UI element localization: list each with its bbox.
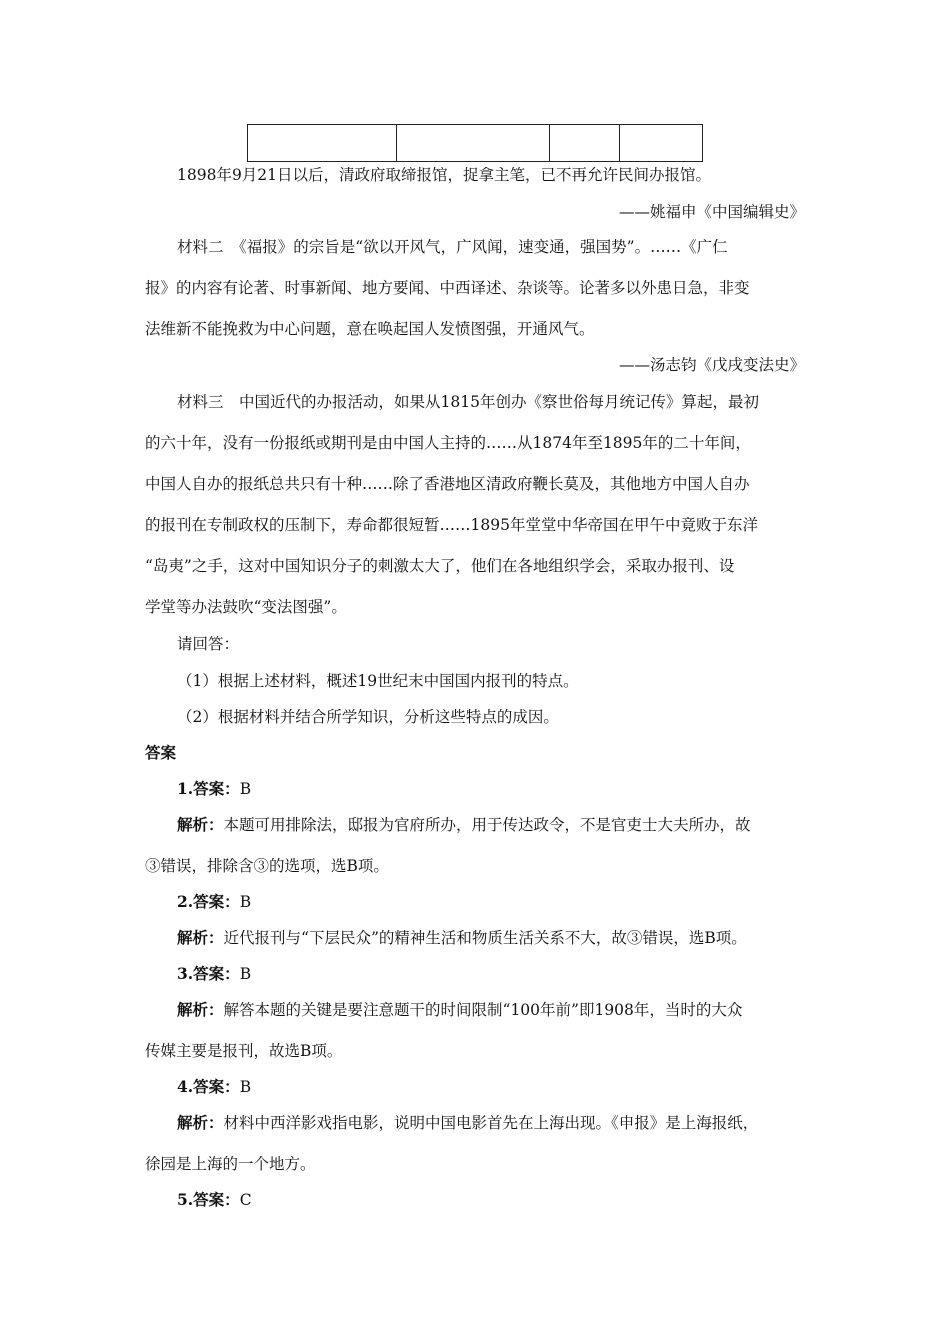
material-one-line: 1898年9月21日以后，清政府取缔报馆，捉拿主笔，已不再允许民间办报馆。	[177, 166, 712, 184]
material-two-line: 法维新不能挽救为中心问题，意在唤起国人发愤图强，开通风气。	[145, 320, 595, 338]
answer-label: 5.答案：	[177, 1190, 240, 1209]
explanation-text: 本题可用排除法，邸报为官府所办，用于传达政令，不是官吏士大夫所办，故	[223, 816, 751, 834]
answer-2	[145, 885, 805, 919]
question-item: （1）根据上述材料，概述19世纪末中国国内报刊的特点。	[177, 672, 579, 690]
explanation-text: 近代报刊与“下层民众”的精神生活和物质生活关系不大，故③错误，选B项。	[223, 929, 747, 947]
blank-table	[247, 124, 703, 162]
material-two-line: 报》的内容有论著、时事新闻、地方要闻、中西译述、杂谈等。论著多以外患日急，非变	[145, 279, 750, 297]
explanation-label: 解析：	[177, 1000, 224, 1019]
answer-label: 3.答案：	[177, 964, 240, 983]
answer-5	[145, 1183, 805, 1217]
table-row	[248, 125, 703, 162]
material-three-line: 材料三 中国近代的办报活动，如果从1815年创办《察世俗每月统记传》算起，最初	[177, 393, 759, 411]
table-cell	[248, 125, 397, 162]
explanation-1-cont: ③错误，排除含③的选项，选B项。	[145, 857, 389, 875]
answer-label: 1.答案：	[177, 779, 240, 798]
material-three-line: 的报刊在专制政权的压制下，寿命都很短暂……1895年堂堂中华帝国在甲午中竟败于东洋	[145, 516, 758, 534]
material-three-line: “岛夷”之手，这对中国知识分子的刺激太大了，他们在各地组织学会，采取办报刊、设	[145, 557, 735, 575]
explanation-label: 解析：	[177, 1113, 224, 1132]
table-cell	[620, 125, 703, 162]
answer-1	[145, 772, 805, 806]
explanation-1	[145, 808, 805, 842]
answer-value: B	[239, 780, 252, 798]
explanation-text: 解答本题的关键是要注意题干的时间限制“100年前”即1908年，当时的大众	[223, 1001, 743, 1019]
question-item: （2）根据材料并结合所学知识，分析这些特点的成因。	[177, 708, 559, 726]
table-cell	[397, 125, 550, 162]
answers-heading: 答案	[145, 743, 177, 762]
material-two-line: 材料二 《福报》的宗旨是“欲以开风气，广风闻，速变通，强国势”。……《广仁	[177, 238, 728, 256]
explanation-3	[145, 993, 805, 1027]
answer-3	[145, 957, 805, 991]
explanation-label: 解析：	[177, 815, 224, 834]
answer-label: 4.答案：	[177, 1077, 240, 1096]
explanation-2	[145, 921, 805, 955]
answer-4	[145, 1070, 805, 1104]
table-cell	[550, 125, 620, 162]
answer-label: 2.答案：	[177, 892, 240, 911]
answer-value: B	[239, 1078, 252, 1096]
source-citation: ——汤志钧《戊戌变法史》	[618, 356, 805, 374]
explanation-4	[145, 1106, 805, 1140]
material-three-line: 中国人自办的报纸总共只有十种……除了香港地区清政府鞭长莫及，其他地方中国人自办	[145, 475, 750, 493]
explanation-text: 材料中西洋影戏指电影，说明中国电影首先在上海出现。《申报》是上海报纸，	[223, 1114, 759, 1132]
answer-value: C	[239, 1191, 252, 1209]
material-three-line: 的六十年，没有一份报纸或期刊是由中国人主持的……从1874年至1895年的二十年间，	[145, 434, 751, 452]
answer-value: B	[239, 965, 252, 983]
source-citation: ——姚福申《中国编辑史》	[618, 203, 805, 221]
explanation-3-cont: 传媒主要是报刊，故选B项。	[145, 1042, 343, 1060]
explanation-4-cont: 徐园是上海的一个地方。	[145, 1155, 316, 1173]
explanation-label: 解析：	[177, 928, 224, 947]
answer-value: B	[239, 893, 252, 911]
material-three-line: 学堂等办法鼓吹“变法图强”。	[145, 598, 347, 616]
question-prompt: 请回答：	[177, 635, 240, 653]
